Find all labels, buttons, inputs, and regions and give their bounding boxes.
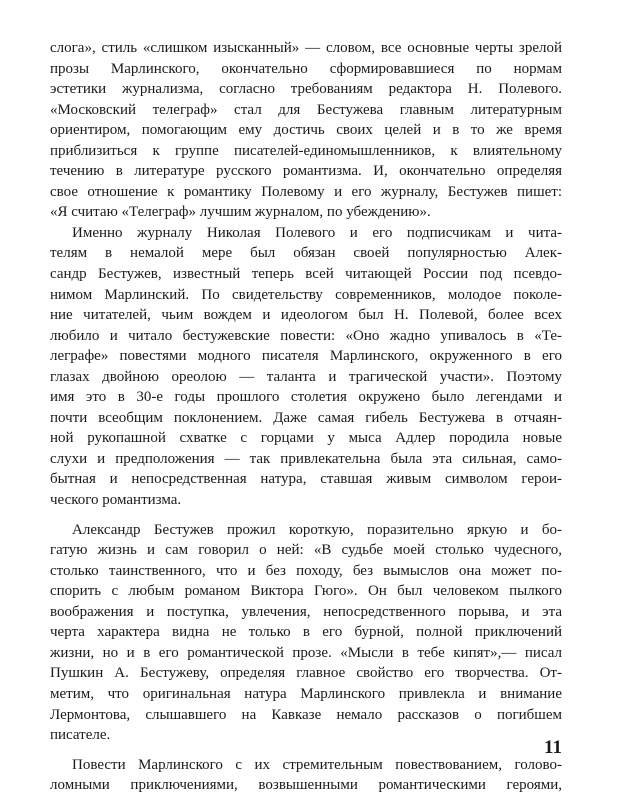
text-line: «Я считаю «Телеграф» лучшим журналом, по убеждению».: [50, 204, 431, 221]
text-line: любило и читало бестужевские повести: «Оно жадно упивалось в «Те-: [50, 327, 562, 344]
text-line: ной рукопашной схватке с горцами у мыса Адлер породила новые: [50, 430, 562, 447]
text-line: спорить с любым романом Виктора Гюго». Он был человеком пылкого: [50, 583, 562, 600]
text-line: нимом Марлинский. По свидетельству современников, молодое поколе-: [50, 286, 562, 303]
text-line: слога», стиль «слишком изысканный» — словом, все основные черты зрелой: [50, 40, 562, 56]
text-line: имя это в 30-е годы прошлого столетия окружено было легендами и: [50, 389, 562, 406]
paragraph-gap: [50, 746, 562, 755]
text-line: черта характера видна не только в его бурной, полной приключений: [50, 624, 562, 641]
text-line: гатую жизнь и сам говорил о ней: «В судьбе моей столько чудесного,: [50, 542, 562, 559]
text-line: телям в немалой мере был обязан своей популярностью Алек-: [50, 245, 562, 262]
text-line: почти всеобщим поклонением. Даже самая гибель Бестужева в отчаян-: [50, 409, 562, 426]
text-line: сандр Бестужев, известный теперь всей читающей России под псевдо-: [50, 266, 562, 283]
text-line: эстетики журнализма, согласно требованиям редактора Н. Полевого.: [50, 81, 562, 98]
page-number: 11: [544, 737, 562, 758]
text-line: воображения и поступка, увлечения, непосредственного порыва, и эта: [50, 603, 562, 620]
text-line: Лермонтова, слышавшего на Кавказе немало рассказов о погибшем: [50, 706, 562, 723]
paragraph-gap: [50, 511, 562, 520]
text-line: ческого романтизма.: [50, 492, 182, 509]
text-line: Александр Бестужев прожил короткую, поразительно яркую и бо-: [72, 521, 562, 538]
text-line: леграфе» повестями модного писателя Марлинского, окруженного в его: [50, 348, 562, 365]
body-text: [50, 38, 562, 796]
text-line: слухи и предположения — так привлекательна была эта сильная, само-: [50, 450, 562, 467]
text-line: столько таинственного, что и без походу, без вымыслов она может по-: [50, 562, 562, 579]
paragraph-4: [50, 755, 562, 796]
text-line: бытная и непосредственная натура, ставшая живым символом герои-: [50, 471, 562, 488]
text-line: писателе.: [50, 727, 111, 744]
text-line: Именно журналу Николая Полевого и его подписчикам и чита-: [72, 224, 562, 241]
text-line: ние читателей, чьим вождем и идеологом был Н. Полевой, более всех: [50, 307, 562, 324]
text-line: прозы Марлинского, окончательно сформировавшиеся по нормам: [50, 60, 562, 77]
paragraph-2: [50, 223, 562, 511]
text-line: приблизиться к группе писателей-единомышленников, к влиятельному: [50, 142, 562, 159]
text-line: свое отношение к романтику Полевому и его журналу, Бестужев пишет:: [50, 183, 562, 200]
text-line: «Московский телеграф» стал для Бестужева главным литературным: [50, 101, 562, 118]
text-line: ломными приключениями, возвышенными романтическими героями,: [50, 777, 562, 794]
text-line: жизни, но и в его романтической прозе. «Мысли в тебе кипят»,— писал: [50, 644, 562, 661]
text-line: ориентиром, помогающим ему достичь своих целей и в то же время: [50, 122, 562, 139]
text-line: Пушкин А. Бестужеву, определяя главное свойство его творчества. От-: [50, 665, 562, 682]
paragraph-1: [50, 38, 562, 223]
text-line: течению в литературе русского романтизма. И, окончательно определяя: [50, 163, 562, 180]
text-line: метим, что оригинальная натура Марлинского привлекла и внимание: [50, 685, 562, 702]
text-line: Повести Марлинского с их стремительным повествованием, голово-: [72, 756, 562, 773]
text-line: глазах двойною ореолою — таланта и трагической участи». Поэтому: [50, 368, 562, 385]
paragraph-3: [50, 520, 562, 746]
